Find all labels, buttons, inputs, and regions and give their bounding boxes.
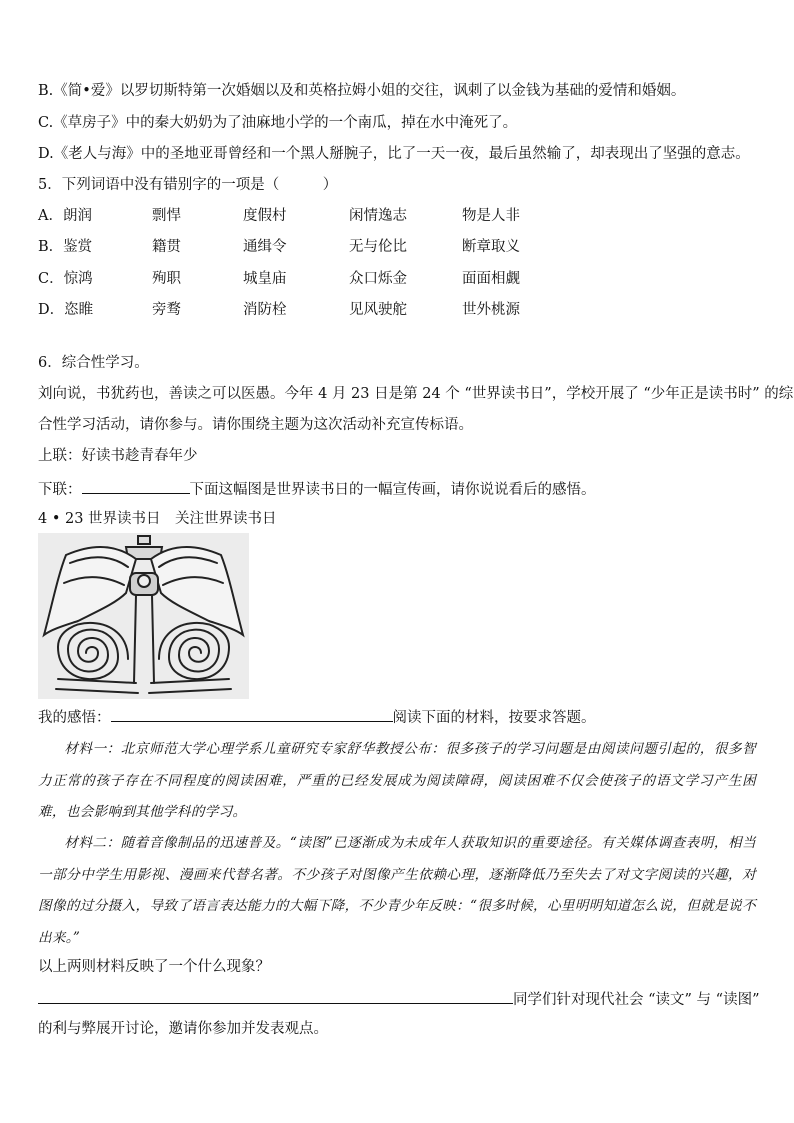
word: 无与伦比 [349, 239, 407, 255]
feeling-blank[interactable] [111, 706, 393, 722]
lower-couplet-line [38, 478, 596, 500]
word: 世外桃源 [462, 302, 520, 318]
word: 闲情逸志 [349, 208, 407, 224]
word: 殉职 [152, 271, 181, 287]
option-label: C．惊鸿 [38, 271, 93, 287]
binoculars-scroll-picture [38, 533, 249, 699]
discussion-line [38, 988, 759, 1010]
phenomenon-answer-blank[interactable] [38, 988, 513, 1004]
material-two [38, 828, 756, 954]
q6-title: 6．综合性学习。 [38, 355, 149, 371]
q5-option-c [38, 269, 758, 289]
word: 众口烁金 [349, 271, 407, 287]
word: 断章取义 [462, 239, 520, 255]
q5-option-b [38, 237, 758, 257]
q5-option-a [38, 206, 758, 226]
material-two-text: 材料二：随着音像制品的迅速普及。“读图”已逐渐成为未成年人获取知识的重要途径。有关媒体调查表明，相当一部分中学生用影视、漫画来代替名著。不少孩子对图像产生依赖心理，逐渐降低乃至失去了对文字阅读的兴趣，对图像的过分摄入，导致了语言表达能力的大幅下降，不少青少年反映：“很多时候，心里明明知道怎么说，但就是说不出来。” [38, 835, 756, 946]
word: 消防栓 [243, 302, 287, 318]
discussion-end: 的利与弊展开讨论，邀请你参加并发表观点。 [38, 1021, 328, 1037]
word: 物是人非 [462, 208, 520, 224]
q5-option-d [38, 300, 758, 320]
word: 旁骛 [152, 302, 181, 318]
lower-couplet-blank[interactable] [82, 478, 190, 494]
word: 城皇庙 [243, 271, 287, 287]
word: 剽悍 [152, 208, 181, 224]
q6-intro-line-2: 合性学习活动，请你参与。请你围绕主题为这次活动补充宣传标语。 [38, 417, 473, 433]
lower-couplet-label: 下联： [38, 482, 82, 498]
poster-caption: 4 • 23 世界读书日 关注世界读书日 [38, 511, 277, 527]
material-one [38, 734, 756, 829]
feeling-line [38, 706, 596, 728]
question-phenomenon: 以上两则材料反映了一个什么现象？ [38, 959, 270, 975]
word: 籍贯 [152, 239, 181, 255]
word: 度假村 [243, 208, 287, 224]
upper-couplet: 上联：好读书趁青春年少 [38, 448, 198, 464]
feeling-label: 我的感悟： [38, 710, 111, 726]
option-label: D．恣睢 [38, 302, 94, 318]
material-one-text: 材料一：北京师范大学心理学系儿童研究专家舒华教授公布：很多孩子的学习问题是由阅读问题引起的，很多智力正常的孩子存在不同程度的阅读困难，严重的已经发展成为阅读障碍，阅读困难不仅会使孩子的语文学习产生困难，也会影响到其他学科的学习。 [38, 741, 756, 820]
binoculars-scroll-illustration [38, 533, 249, 699]
q4-option-b: B.《简•爱》以罗切斯特第一次婚姻以及和英格拉姆小姐的交往，讽刺了以金钱为基础的爱情和婚姻。 [38, 83, 686, 99]
q5-stem: 5．下列词语中没有错别字的一项是（ ） [38, 177, 338, 193]
word: 通缉令 [243, 239, 287, 255]
discussion-intro: 同学们针对现代社会 “读文” 与 “读图” [513, 992, 760, 1008]
reading-instruction: 阅读下面的材料，按要求答题。 [392, 710, 596, 726]
word: 面面相觑 [462, 271, 520, 287]
q4-option-c: C.《草房子》中的秦大奶奶为了油麻地小学的一个南瓜，掉在水中淹死了。 [38, 115, 518, 131]
q4-option-d: D.《老人与海》中的圣地亚哥曾经和一个黑人掰腕子，比了一天一夜，最后虽然输了，却表现出了坚强的意志。 [38, 146, 750, 162]
poster-prompt: 下面这幅图是世界读书日的一幅宣传画，请你说说看后的感悟。 [189, 482, 596, 498]
option-label: A．朗润 [38, 208, 92, 224]
option-label: B．鉴赏 [38, 239, 93, 255]
word: 见风驶舵 [349, 302, 407, 318]
q6-intro-line-1: 刘向说，书犹药也，善读之可以医愚。今年 4 月 23 日是第 24 个 “世界读书日”，学校开展了 “少年正是读书时” 的综 [38, 386, 794, 402]
